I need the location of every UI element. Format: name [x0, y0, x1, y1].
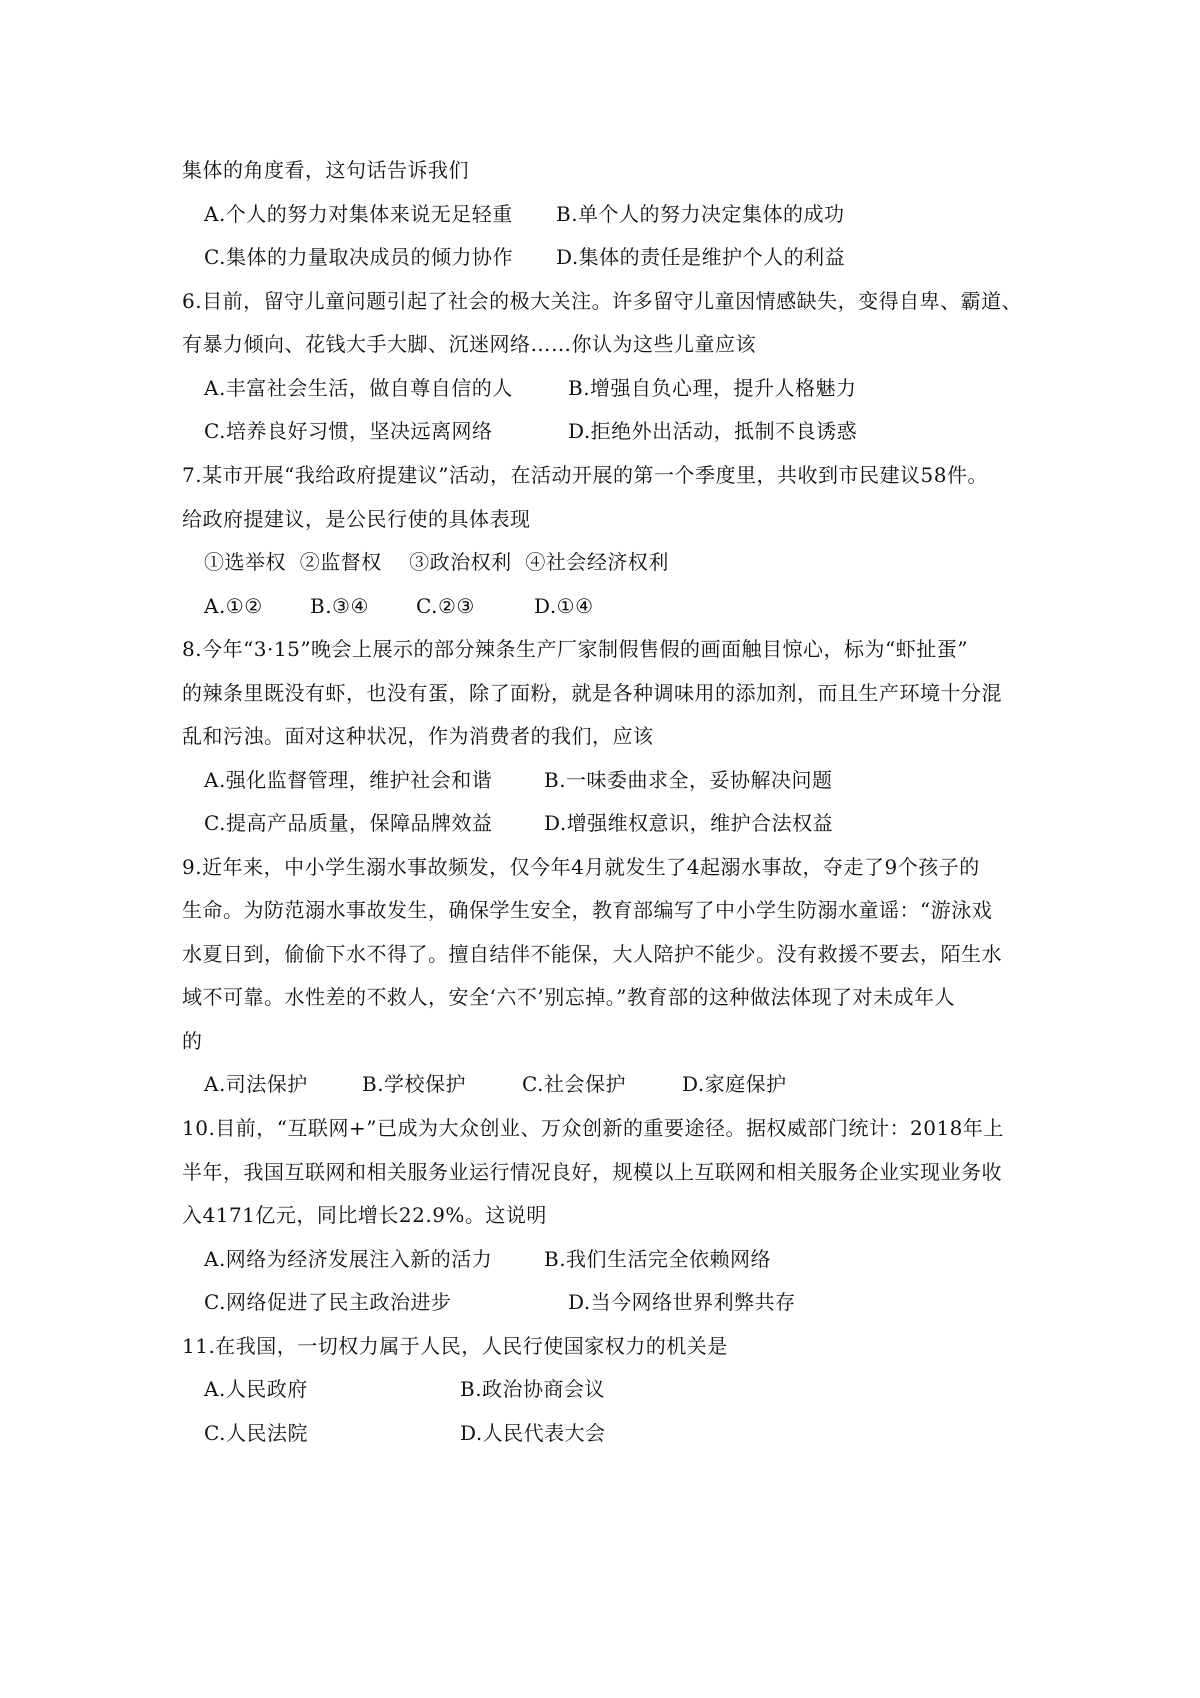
q7-option-b: B.③④	[310, 594, 369, 618]
q9-stem-1: 9.近年来，中小学生溺水事故频发，仅今年4月就发生了4起溺水事故，夺走了9个孩子的	[182, 855, 980, 879]
q7-items: ①选举权 ②监督权 ③政治权利 ④社会经济权利	[204, 550, 669, 574]
q10-option-c: C.网络促进了民主政治进步	[204, 1290, 452, 1314]
q10-stem-1: 10.目前，“互联网+”已成为大众创业、万众创新的重要途径。据权威部门统计：2018年上	[182, 1116, 1004, 1140]
q7-option-a: A.①②	[204, 594, 263, 618]
q6-option-d: D.拒绝外出活动，抵制不良诱惑	[568, 419, 858, 443]
q8-option-c: C.提高产品质量，保障品牌效益	[204, 811, 493, 835]
q9-option-b: B.学校保护	[362, 1072, 467, 1096]
q8-option-d: D.增强维权意识，维护合法权益	[544, 811, 834, 835]
q8-option-a: A.强化监督管理，维护社会和谐	[204, 768, 493, 792]
q6-option-b: B.增强自负心理，提升人格魅力	[568, 376, 857, 400]
q9-stem-4: 域不可靠。水性差的不救人，安全‘六不’别忘掉。”教育部的这种做法体现了对未成年人	[182, 985, 955, 1009]
q6-stem-2: 有暴力倾向、花钱大手大脚、沉迷网络……你认为这些儿童应该	[182, 332, 756, 356]
q11-option-a: A.人民政府	[204, 1377, 308, 1401]
q11-option-b: B.政治协商会议	[460, 1377, 606, 1401]
q6-option-c: C.培养良好习惯，坚决远离网络	[204, 419, 493, 443]
q5-stem-cont: 集体的角度看，这句话告诉我们	[182, 158, 469, 182]
q8-option-b: B.一味委曲求全，妥协解决问题	[544, 768, 833, 792]
q9-option-c: C.社会保护	[522, 1072, 626, 1096]
q5-option-d: D.集体的责任是维护个人的利益	[556, 245, 846, 269]
q9-stem-2: 生命。为防范溺水事故发生，确保学生安全，教育部编写了中小学生防溺水童谣：“游泳戏	[182, 898, 993, 922]
q7-option-c: C.②③	[416, 594, 475, 618]
q6-option-a: A.丰富社会生活，做自尊自信的人	[204, 376, 513, 400]
q10-stem-3: 入4171亿元，同比增长22.9%。这说明	[182, 1203, 547, 1227]
q7-stem-1: 7.某市开展“我给政府提建议”活动，在活动开展的第一个季度里，共收到市民建议58件。	[182, 463, 988, 487]
q9-stem-3: 水夏日到，偷偷下水不得了。擅自结伴不能保，大人陪护不能少。没有救援不要去，陌生水	[182, 942, 1002, 966]
q9-option-a: A.司法保护	[204, 1072, 308, 1096]
q5-option-b: B.单个人的努力决定集体的成功	[556, 202, 845, 226]
q10-option-b: B.我们生活完全依赖网络	[544, 1247, 772, 1271]
q10-option-d: D.当今网络世界利弊共存	[568, 1290, 796, 1314]
q11-stem-1: 11.在我国，一切权力属于人民，人民行使国家权力的机关是	[182, 1334, 728, 1358]
q5-option-a: A.个人的努力对集体来说无足轻重	[204, 202, 513, 226]
q8-stem-2: 的辣条里既没有虾，也没有蛋，除了面粉，就是各种调味用的添加剂，而且生产环境十分混	[182, 681, 1002, 705]
q6-stem-1: 6.目前，留守儿童问题引起了社会的极大关注。许多留守儿童因情感缺失，变得自卑、霸道、	[182, 289, 1023, 313]
q11-option-d: D.人民代表大会	[460, 1421, 606, 1445]
q5-option-c: C.集体的力量取决成员的倾力协作	[204, 245, 513, 269]
q8-stem-1: 8.今年“3·15”晚会上展示的部分辣条生产厂家制假售假的画面触目惊心，标为“虾扯蛋”	[182, 637, 969, 661]
q9-stem-5: 的	[182, 1029, 203, 1053]
q11-option-c: C.人民法院	[204, 1421, 308, 1445]
q7-stem-2: 给政府提建议，是公民行使的具体表现	[182, 507, 531, 531]
q10-option-a: A.网络为经济发展注入新的活力	[204, 1247, 493, 1271]
q10-stem-2: 半年，我国互联网和相关服务业运行情况良好，规模以上互联网和相关服务企业实现业务收	[182, 1160, 1002, 1184]
q7-option-d: D.①④	[534, 594, 594, 618]
q8-stem-3: 乱和污浊。面对这种状况，作为消费者的我们，应该	[182, 724, 654, 748]
q11-options-row-2	[204, 1419, 606, 1531]
q9-option-d: D.家庭保护	[682, 1072, 787, 1096]
